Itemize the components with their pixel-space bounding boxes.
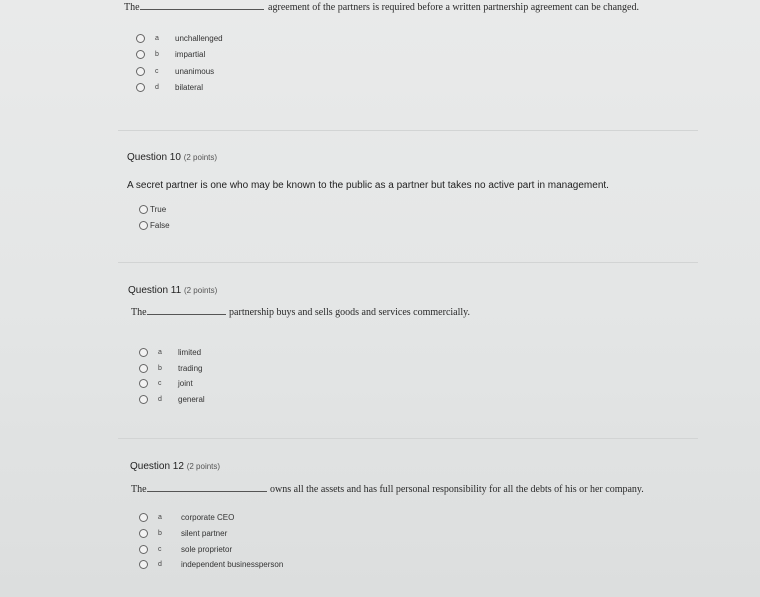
option-letter: b xyxy=(158,529,162,537)
q11-stem xyxy=(131,305,470,318)
q12-option-c[interactable] xyxy=(139,542,232,556)
option-letter: d xyxy=(158,560,162,568)
option-letter: a xyxy=(155,34,159,42)
q12-stem-post: owns all the assets and has full personal responsibility for all the debts of his or her company. xyxy=(270,484,644,495)
q12-points: (2 points) xyxy=(186,462,221,471)
q12-option-a[interactable] xyxy=(139,510,234,524)
q10-points: (2 points) xyxy=(183,153,218,162)
q9-option-d[interactable] xyxy=(136,80,203,94)
option-letter: c xyxy=(158,545,162,553)
q12-option-d[interactable] xyxy=(139,557,283,571)
option-letter: c xyxy=(158,379,162,387)
radio-button[interactable] xyxy=(139,364,148,373)
radio-button[interactable] xyxy=(139,529,148,538)
q12-option-b[interactable] xyxy=(139,526,227,540)
q11-stem-pre: The xyxy=(131,307,147,318)
radio-button[interactable] xyxy=(139,513,148,522)
q10-title: Question 10 xyxy=(127,152,181,163)
option-text: unchallenged xyxy=(175,33,223,43)
option-text: independent businessperson xyxy=(181,559,284,569)
radio-button[interactable] xyxy=(139,205,148,214)
q9-stem-post: agreement of the partners is required before a written partnership agreement can be changed. xyxy=(268,2,639,13)
option-letter: a xyxy=(158,513,162,521)
q12-stem-pre: The xyxy=(131,484,147,495)
option-letter: b xyxy=(158,364,162,372)
q11-title: Question 11 xyxy=(128,285,182,296)
q11-stem-post: partnership buys and sells goods and services commercially. xyxy=(229,307,471,318)
option-text: False xyxy=(150,221,170,230)
q11-blank xyxy=(147,305,226,315)
q11-option-b[interactable] xyxy=(139,361,202,375)
option-text: trading xyxy=(178,363,203,373)
q11-option-d[interactable] xyxy=(139,392,205,406)
question-divider xyxy=(118,262,698,263)
q12-title: Question 12 xyxy=(130,461,184,472)
q9-option-a[interactable] xyxy=(136,31,223,45)
radio-button[interactable] xyxy=(139,395,148,404)
option-text: True xyxy=(150,205,167,214)
option-text: general xyxy=(178,394,205,404)
radio-button[interactable] xyxy=(139,379,148,388)
option-text: silent partner xyxy=(181,528,228,538)
q9-option-b[interactable] xyxy=(136,47,205,61)
option-letter: d xyxy=(155,83,159,91)
q10-option-false[interactable] xyxy=(139,221,170,230)
radio-button[interactable] xyxy=(136,50,145,59)
question-divider xyxy=(118,130,698,131)
option-text: unanimous xyxy=(175,66,215,76)
q9-option-c[interactable] xyxy=(136,64,214,78)
option-text: impartial xyxy=(175,49,206,59)
q10-text: A secret partner is one who may be known to the public as a partner but takes no active part in management. xyxy=(127,180,609,191)
q11-points: (2 points) xyxy=(183,286,218,295)
q12-blank xyxy=(147,482,267,492)
q10-option-true[interactable] xyxy=(139,205,166,214)
question-divider xyxy=(118,438,698,439)
option-text: limited xyxy=(178,347,202,357)
radio-button[interactable] xyxy=(139,348,148,357)
option-text: bilateral xyxy=(175,82,204,92)
radio-button[interactable] xyxy=(136,83,145,92)
q11-option-c[interactable] xyxy=(139,376,193,390)
q9-stem-pre: The xyxy=(124,2,140,13)
radio-button[interactable] xyxy=(136,34,145,43)
q12-stem xyxy=(131,482,644,495)
option-letter: d xyxy=(158,395,162,403)
radio-button[interactable] xyxy=(139,545,148,554)
q9-stem xyxy=(124,0,639,13)
option-letter: c xyxy=(155,67,159,75)
option-letter: b xyxy=(155,50,159,58)
option-text: sole proprietor xyxy=(181,544,233,554)
option-text: corporate CEO xyxy=(181,512,235,522)
radio-button[interactable] xyxy=(136,67,145,76)
q11-heading xyxy=(128,285,217,296)
option-text: joint xyxy=(178,378,193,388)
option-letter: a xyxy=(158,348,162,356)
radio-button[interactable] xyxy=(139,221,148,230)
q10-heading xyxy=(127,152,217,163)
q9-blank xyxy=(140,0,264,10)
radio-button[interactable] xyxy=(139,560,148,569)
q12-heading xyxy=(130,461,220,472)
q11-option-a[interactable] xyxy=(139,345,201,359)
